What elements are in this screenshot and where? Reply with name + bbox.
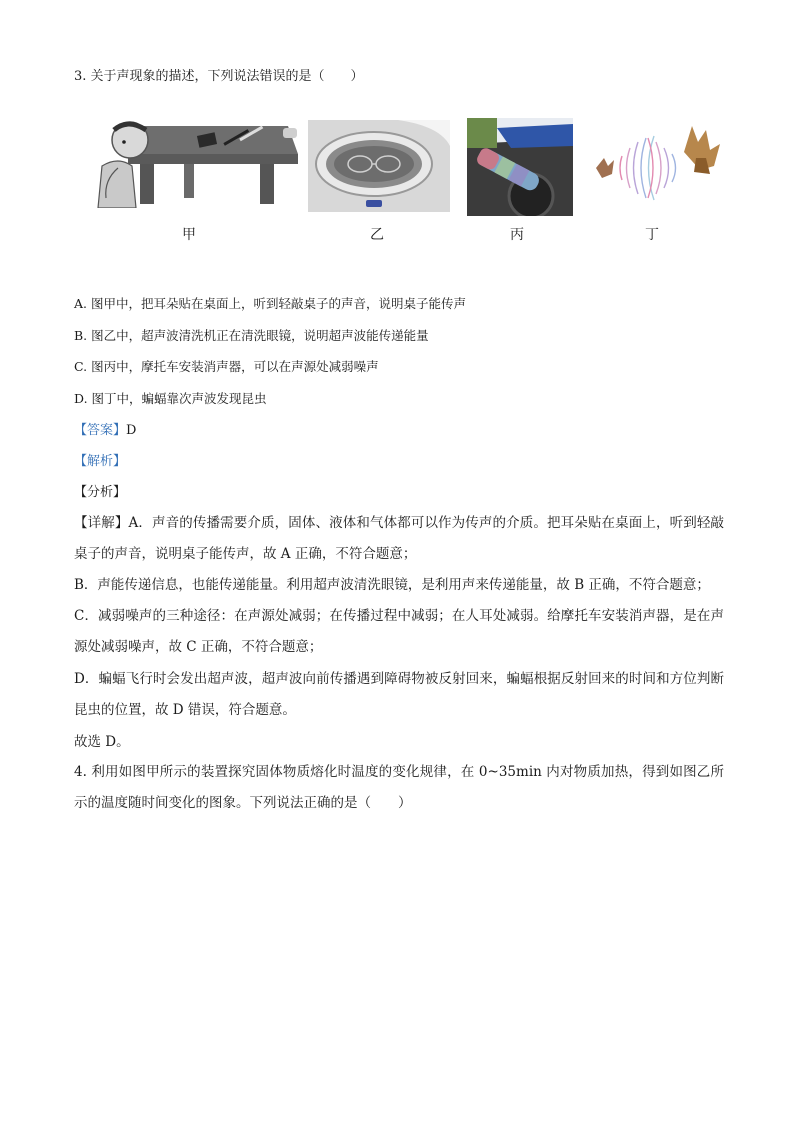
figure-label-bing: 丙 bbox=[510, 227, 524, 243]
detail-b: B．声能传递信息，也能传递能量。利用超声波清洗眼镜，是利用声来传递能量，故 B 正确，不符合题意； bbox=[74, 577, 710, 593]
figure-label-jia: 甲 bbox=[182, 227, 196, 243]
answer-line bbox=[74, 421, 136, 441]
detail-a bbox=[74, 508, 724, 570]
question-3-figures bbox=[88, 118, 728, 218]
option-a: A. 图甲中，把耳朵贴在桌面上，听到轻敲桌子的声音，说明桌子能传声 bbox=[74, 296, 466, 311]
detail-d: D．蝙蝠飞行时会发出超声波，超声波向前传播遇到障碍物被反射回来，蝙蝠根据反射回来的时间和方位判断昆虫的位置，故 D 错误，符合题意。 bbox=[74, 671, 724, 718]
detail-a-text: A．声音的传播需要介质，固体、液体和气体都可以作为传声的介质。把耳朵贴在桌面上，听到轻敲桌子的声音，说明桌子能传声，故 A 正确，不符合题意； bbox=[74, 515, 725, 562]
figure-yi-ultrasonic-cleaner bbox=[308, 120, 450, 212]
answer-tag: 【答案】 bbox=[74, 423, 127, 438]
conclusion: 故选 D。 bbox=[74, 734, 130, 750]
figure-jia-ear-on-table bbox=[88, 118, 300, 208]
figure-label-ding: 丁 bbox=[645, 227, 659, 243]
figure-ding-bats-sound-waves bbox=[588, 122, 728, 212]
option-b: B. 图乙中，超声波清洗机正在清洗眼镜，说明超声波能传递能量 bbox=[74, 328, 429, 343]
answer-value: D bbox=[126, 423, 137, 438]
figure-label-yi: 乙 bbox=[370, 227, 384, 243]
figure-bing-motorcycle-muffler bbox=[467, 118, 573, 216]
option-c: C. 图丙中，摩托车安装消声器，可以在声源处减弱噪声 bbox=[74, 359, 379, 374]
question-3-stem: 3. 关于声现象的描述，下列说法错误的是（ ） bbox=[74, 69, 364, 84]
option-d: D. 图丁中，蝙蝠靠次声波发现昆虫 bbox=[74, 391, 267, 406]
question-4-stem: 4. 利用如图甲所示的装置探究固体物质熔化时温度的变化规律，在 0~35min 内对物质加热，得到如图乙所示的温度随时间变化的图象。下列说法正确的是（ ） bbox=[74, 764, 724, 811]
fenxi-tag: 【分析】 bbox=[74, 485, 127, 500]
detail-tag: 【详解】 bbox=[74, 515, 129, 531]
detail-c: C．减弱噪声的三种途径：在声源处减弱；在传播过程中减弱；在人耳处减弱。给摩托车安装消声器，是在声源处减弱噪声，故 C 正确，不符合题意； bbox=[74, 608, 724, 655]
analysis-tag: 【解析】 bbox=[74, 454, 127, 469]
